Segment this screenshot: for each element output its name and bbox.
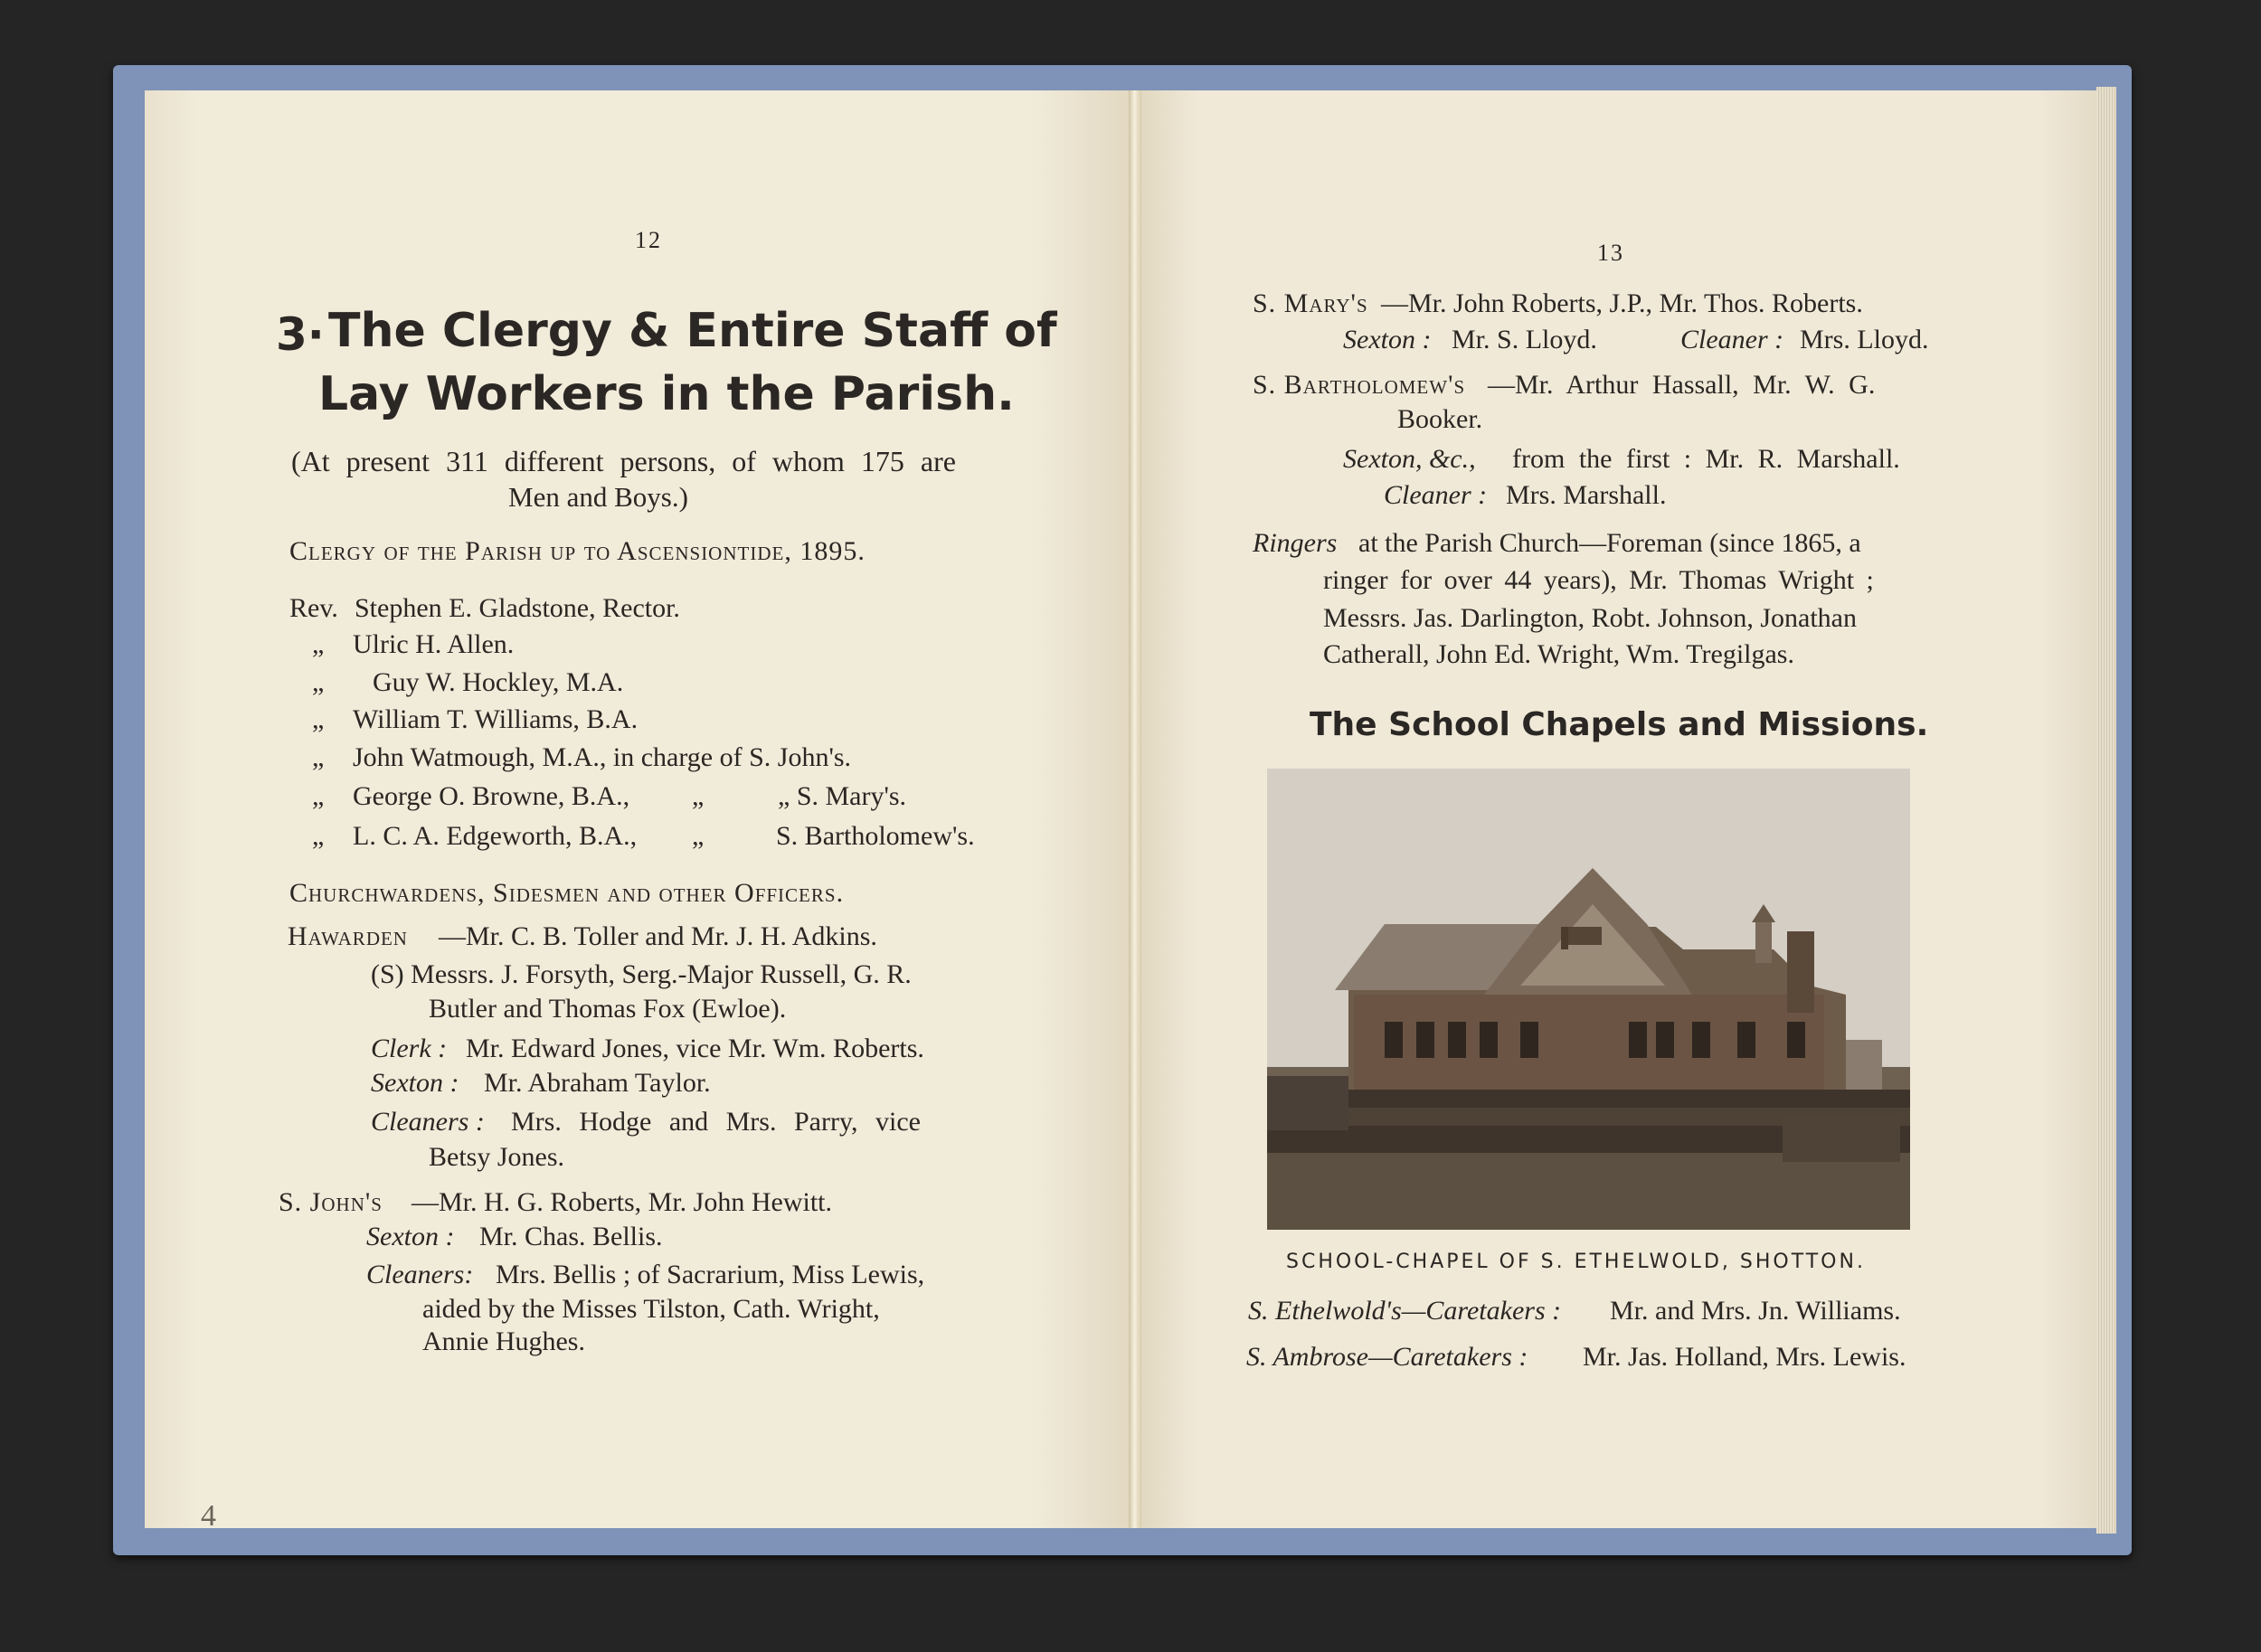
clergy-prefix: „ [312, 704, 325, 734]
clergy-place: „ S. Mary's. [778, 781, 907, 811]
school-chapel-photo [1267, 769, 1910, 1230]
hawarden-name: Hawarden [288, 921, 408, 951]
clergy-prefix: „ [312, 629, 325, 659]
clergy-prefix: „ [312, 821, 325, 851]
page-edges [2096, 87, 2116, 1534]
st-bartholomews-wardens-cont: Booker. [1397, 404, 1483, 434]
clergy-place: S. Bartholomew's. [776, 821, 975, 851]
page-number-right: 13 [1597, 240, 1624, 266]
st-marys-wardens: —Mr. John Roberts, J.P., Mr. Thos. Roberts. [1381, 288, 1863, 318]
section-number: 3· [276, 308, 325, 361]
officers-header: Churchwardens, Sidesmen and other Officers. [289, 878, 845, 908]
cleaners-text: Mrs. Bellis ; of Sacrarium, Miss Lewis, [496, 1260, 925, 1289]
cleaner-text: Mrs. Lloyd. [1800, 325, 1929, 354]
section-heading: The School Chapels and Missions. [1310, 706, 1929, 743]
cleaners-text-cont: Betsy Jones. [429, 1142, 564, 1172]
st-johns-wardens: —Mr. H. G. Roberts, Mr. John Hewitt. [412, 1187, 832, 1217]
page-title-line1: The Clergy & Entire Staff of [328, 304, 1057, 358]
clergy-name: Guy W. Hockley, M.A. [373, 667, 624, 697]
clergy-prefix: „ [312, 742, 325, 772]
st-marys-name: S. Mary's [1253, 288, 1368, 318]
hawarden-wardens: —Mr. C. B. Toller and Mr. J. H. Adkins. [439, 921, 877, 951]
book-gutter [1129, 90, 1141, 1528]
subtitle-line1: (At present 311 different persons, of whom 175 are [291, 445, 956, 477]
page-title-line2: Lay Workers in the Parish. [318, 367, 1015, 421]
sexton-text: Mr. S. Lloyd. [1452, 325, 1597, 354]
cleaners-label: Cleaners: [366, 1260, 474, 1289]
sexton-label: Sexton : [366, 1222, 455, 1251]
clerk-text: Mr. Edward Jones, vice Mr. Wm. Roberts. [466, 1034, 924, 1063]
ringers-text: at the Parish Church—Foreman (since 1865, a [1358, 528, 1861, 558]
cleaners-text: Mrs. Hodge and Mrs. Parry, vice [511, 1107, 921, 1137]
ethelwold-label: S. Ethelwold's—Caretakers : [1248, 1296, 1562, 1326]
ditto-mark: „ [692, 821, 705, 851]
cleaners-text-cont: Annie Hughes. [422, 1326, 585, 1356]
sexton-label: Sexton : [371, 1068, 459, 1098]
clergy-prefix: „ [312, 667, 325, 697]
clergy-name: John Watmough, M.A., in charge of S. John's. [353, 742, 852, 772]
clergy-name: L. C. A. Edgeworth, B.A., [353, 821, 638, 851]
st-bartholomews-name: S. Bartholomew's [1253, 370, 1466, 400]
corner-mark: 4 [201, 1499, 216, 1533]
ringers-label: Ringers [1253, 528, 1338, 558]
cleaner-text: Mrs. Marshall. [1506, 480, 1667, 510]
cleaners-label: Cleaners : [371, 1107, 485, 1137]
ringers-text: ringer for over 44 years), Mr. Thomas Wright ; [1323, 565, 1874, 595]
st-bartholomews-wardens: —Mr. Arthur Hassall, Mr. W. G. [1488, 370, 1876, 400]
clergy-name: George O. Browne, B.A., [353, 781, 630, 811]
sexton-text: from the first : Mr. R. Marshall. [1512, 444, 1900, 474]
clergy-prefix: Rev. [289, 593, 338, 623]
ambrose-text: Mr. Jas. Holland, Mrs. Lewis. [1583, 1342, 1906, 1372]
clergy-name: Ulric H. Allen. [353, 629, 515, 659]
photo-caption: SCHOOL-CHAPEL OF S. ETHELWOLD, SHOTTON. [1286, 1251, 1866, 1273]
ringers-text: Messrs. Jas. Darlington, Robt. Johnson, Jonathan [1323, 603, 1857, 633]
cleaners-text-cont: aided by the Misses Tilston, Cath. Wright, [422, 1294, 880, 1324]
clergy-name: William T. Williams, B.A. [353, 704, 639, 734]
hawarden-sidesmen-cont: Butler and Thomas Fox (Ewloe). [429, 994, 787, 1024]
hawarden-sidesmen: (S) Messrs. J. Forsyth, Serg.-Major Russell, G. R. [371, 959, 912, 989]
ditto-mark: „ [692, 781, 705, 811]
sexton-text: Mr. Abraham Taylor. [484, 1068, 711, 1098]
st-johns-name: S. John's [279, 1187, 383, 1217]
sexton-label: Sexton, &c., [1343, 444, 1476, 474]
ambrose-label: S. Ambrose—Caretakers : [1246, 1342, 1528, 1372]
sexton-text: Mr. Chas. Bellis. [479, 1222, 663, 1251]
clergy-name: Stephen E. Gladstone, Rector. [355, 593, 680, 623]
cleaner-label: Cleaner : [1384, 480, 1488, 510]
sexton-label: Sexton : [1343, 325, 1432, 354]
page-number-left: 12 [635, 227, 662, 253]
clergy-prefix: „ [312, 781, 325, 811]
subtitle-line2: Men and Boys.) [508, 481, 688, 513]
ringers-text: Catherall, John Ed. Wright, Wm. Tregilgas. [1323, 639, 1794, 669]
ethelwold-text: Mr. and Mrs. Jn. Williams. [1610, 1296, 1901, 1326]
clerk-label: Clerk : [371, 1034, 448, 1063]
cleaner-label: Cleaner : [1680, 325, 1784, 354]
clergy-header: Clergy of the Parish up to Ascensiontide, 1895. [289, 536, 866, 566]
